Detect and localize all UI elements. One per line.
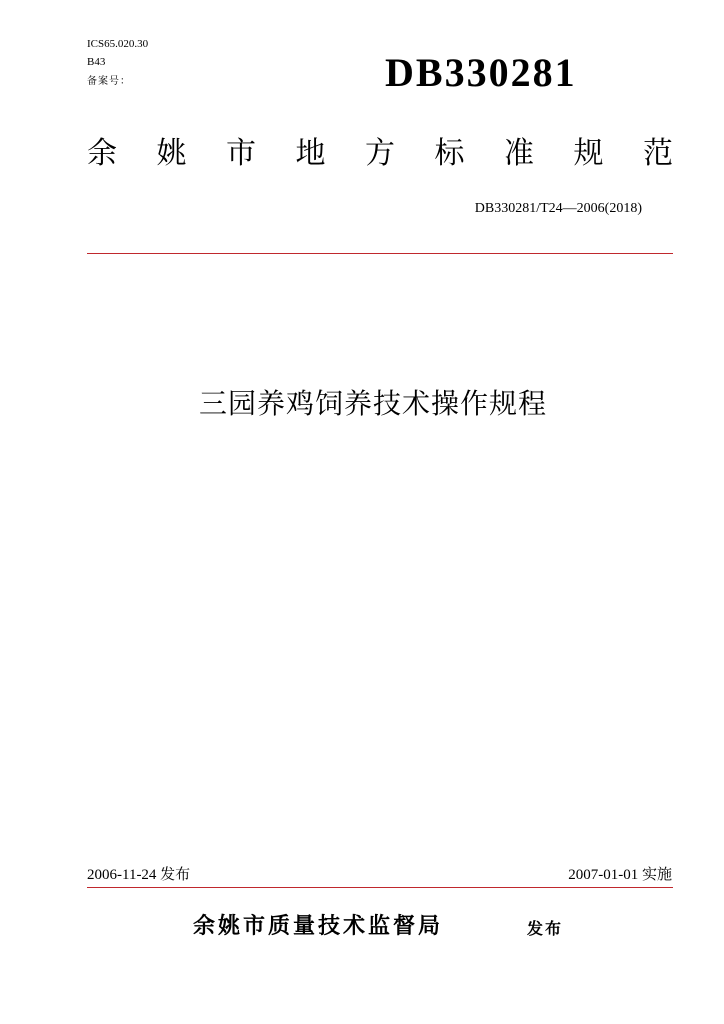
standard-type-char: 准: [504, 136, 534, 171]
standard-code-large: DB330281: [385, 50, 577, 95]
standard-type-char: 范: [643, 136, 673, 171]
standard-number: DB330281/T24—2006(2018): [474, 201, 642, 216]
document-title: 三园养鸡饲养技术操作规程: [198, 387, 547, 420]
bottom-divider: [87, 887, 673, 888]
filing-number-label: 备案号：: [87, 76, 131, 87]
ics-code: ICS65.020.30: [87, 38, 149, 50]
standard-type-char: 地: [295, 136, 326, 171]
standard-type-heading: [87, 136, 673, 172]
standard-type-char: 姚: [156, 136, 187, 171]
issue-date: 2006-11-24 发布: [87, 867, 191, 883]
standard-type-char: 余: [87, 136, 117, 171]
implementation-date: 2007-01-01 实施: [568, 867, 672, 883]
standard-type-char: 方: [365, 136, 395, 171]
publisher-name: 余姚市质量技术监督局: [193, 914, 444, 939]
standard-type-char: 标: [434, 136, 465, 171]
standard-type-char: 规: [573, 136, 604, 171]
classification-code: B43: [87, 56, 106, 68]
standard-type-char: 市: [226, 136, 256, 171]
publish-label: 发布: [527, 919, 564, 938]
top-divider: [87, 253, 673, 254]
